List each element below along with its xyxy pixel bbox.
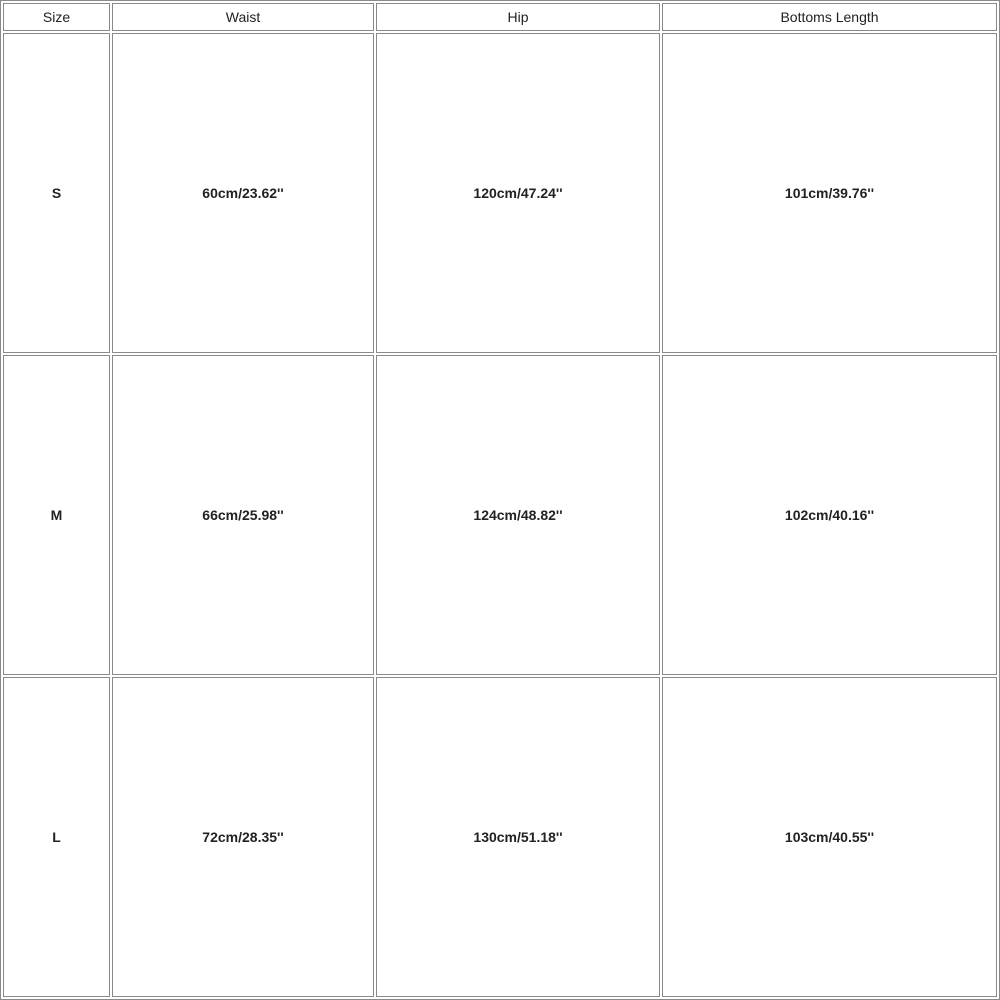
header-size: Size: [3, 3, 110, 31]
cell-size: M: [3, 355, 110, 675]
table-row: [3, 677, 997, 997]
cell-waist: 60cm/23.62'': [112, 33, 374, 353]
cell-bottoms-length: 101cm/39.76'': [662, 33, 997, 353]
cell-size: L: [3, 677, 110, 997]
cell-hip: 124cm/48.82'': [376, 355, 660, 675]
cell-size: S: [3, 33, 110, 353]
cell-waist: 66cm/25.98'': [112, 355, 374, 675]
table-header-row: [3, 3, 997, 31]
cell-waist: 72cm/28.35'': [112, 677, 374, 997]
cell-bottoms-length: 103cm/40.55'': [662, 677, 997, 997]
cell-hip: 130cm/51.18'': [376, 677, 660, 997]
header-hip: Hip: [376, 3, 660, 31]
table-row: [3, 33, 997, 353]
header-bottoms-length: Bottoms Length: [662, 3, 997, 31]
cell-bottoms-length: 102cm/40.16'': [662, 355, 997, 675]
table-row: [3, 355, 997, 675]
header-waist: Waist: [112, 3, 374, 31]
cell-hip: 120cm/47.24'': [376, 33, 660, 353]
